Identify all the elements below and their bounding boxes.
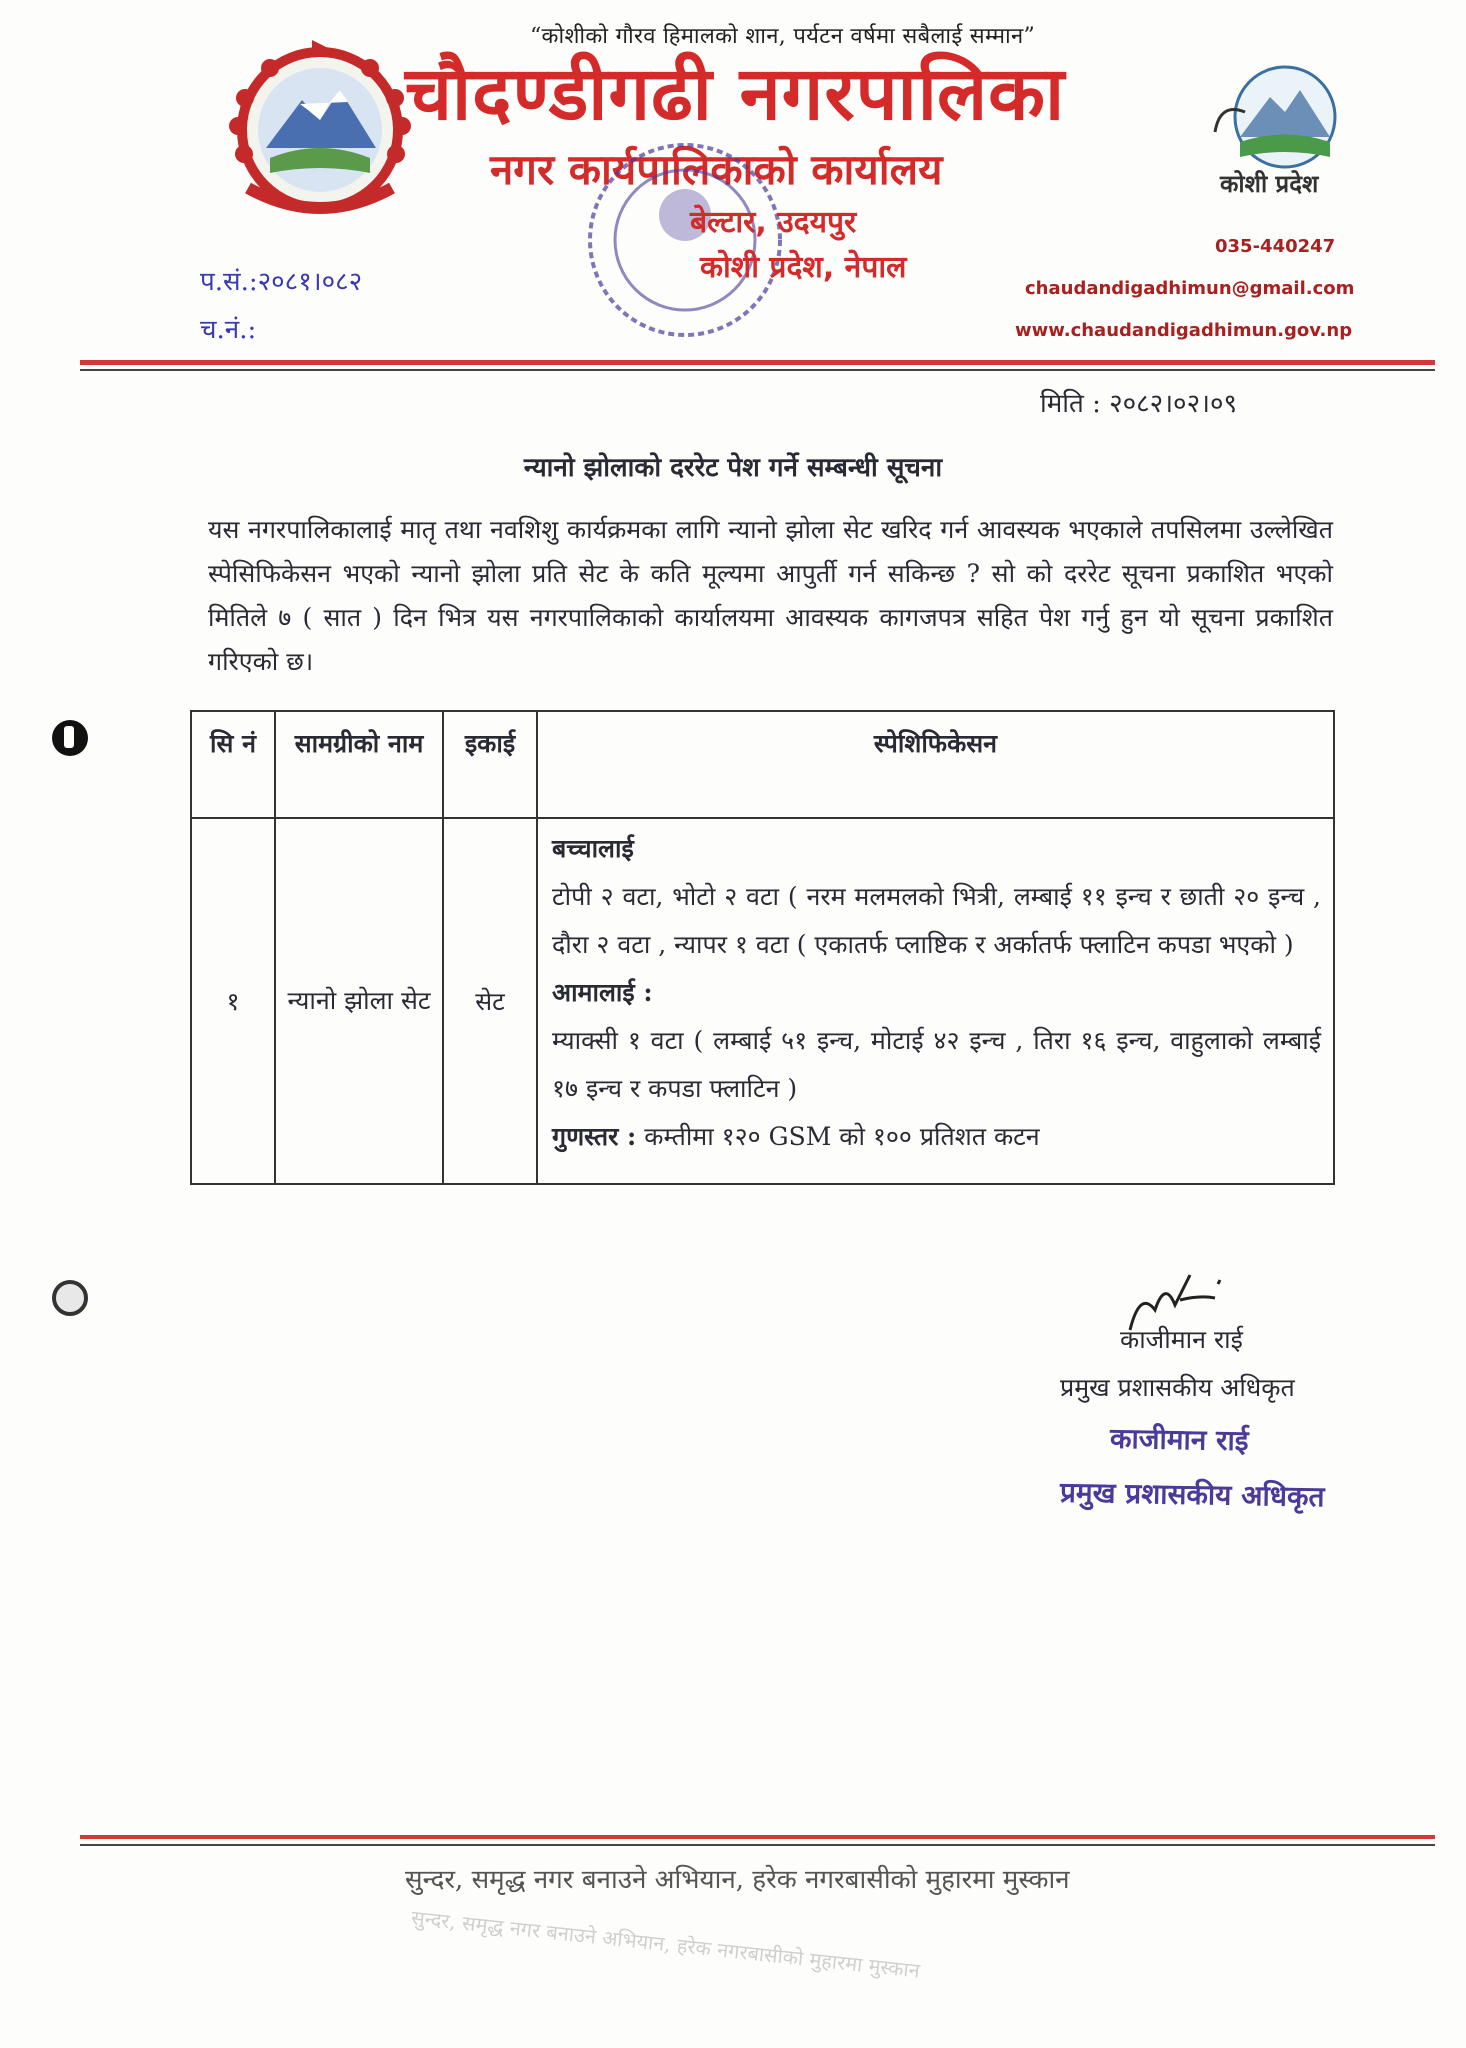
signatory-name: काजीमान राई <box>1120 1325 1243 1354</box>
nepal-emblem-icon <box>200 38 440 238</box>
email-address: chaudandigadhimun@gmail.com <box>1025 278 1355 299</box>
footer-divider-dark <box>80 1844 1435 1846</box>
col-header-sn: सि नं <box>191 711 275 818</box>
header-slogan: “कोशीको गौरव हिमालको शान, पर्यटन वर्षमा सबैलाई सम्मान” <box>530 24 1036 49</box>
notice-body: यस नगरपालिकालाई मातृ तथा नवशिशु कार्यक्रमका लागि न्यानो झोला सेट खरिद गर्न आवस्यक भएकाले तपसिलमा उल्लेखित स्पेसिफिकेसन भएको न्यानो झोला प्रति सेट के कति मूल्यमा आपुर्ती गर्न सकिन्छ ? सो को दररेट सूचना प्रकाशित भएको मितिले ७ ( सात ) दिन भित्र यस नगरपालिकाको कार्यालयमा आवस्यक कागजपत्र सहित पेश गर्नु हुन यो सूचना प्रकाशित गरिएको छ। <box>208 515 1333 676</box>
header-divider-dark <box>80 369 1435 371</box>
svg-text:कोशी प्रदेश: कोशी प्रदेश <box>1220 170 1319 198</box>
footer-divider-red <box>80 1835 1435 1839</box>
signatory-designation: प्रमुख प्रशासकीय अधिकृत <box>1060 1373 1295 1402</box>
specification-table <box>190 710 1335 1185</box>
dispatch-number: च.नं.: <box>200 315 257 345</box>
cell-spec <box>537 818 1334 1184</box>
phone-number: 035-440247 <box>1215 236 1336 257</box>
col-header-spec: स्पेशिफिकेसन <box>537 711 1334 818</box>
footer-show-through: सुन्दर, समृद्ध नगर बनाउने अभियान, हरेक नगरबासीको मुहारमा मुस्कान <box>410 1905 922 1983</box>
mother-spec: म्याक्सी १ वटा ( लम्बाई ५१ इन्च, मोटाई ४२ इन्च , तिरा १६ इन्च, वाहुलाको लम्बाई १७ इन्च र कपडा फ्लाटिन ) <box>552 1026 1321 1103</box>
address-line-2: कोशी प्रदेश, नेपाल <box>700 250 907 285</box>
table-row <box>191 818 1334 1184</box>
letter-date: मिति : २०८२।०२।०९ <box>1040 389 1237 419</box>
punch-hole-icon <box>52 1280 88 1316</box>
cell-unit: सेट <box>443 818 537 1184</box>
header-divider-red <box>80 360 1435 365</box>
quality-spec: कम्तीमा १२० GSM को १०० प्रतिशत कटन <box>644 1122 1040 1151</box>
col-header-unit: इकाई <box>443 711 537 818</box>
cell-item: न्यानो झोला सेट <box>275 818 443 1184</box>
reference-number: प.सं.:२०८१।०८२ <box>200 267 363 297</box>
cell-sn: १ <box>191 818 275 1184</box>
office-name: नगर कार्यपालिकाको कार्यालय <box>490 145 943 194</box>
stamp-designation: प्रमुख प्रशासकीय अधिकृत <box>1059 1475 1325 1514</box>
quality-line <box>552 1113 1321 1161</box>
col-header-item: सामग्रीको नाम <box>275 711 443 818</box>
address-line-1: बेल्टार, उदयपुर <box>690 205 857 240</box>
notice-title: न्यानो झोलाको दररेट पेश गर्ने सम्बन्धी सूचना <box>523 453 943 483</box>
table-header-row <box>191 711 1334 818</box>
punch-hole-icon <box>52 720 88 756</box>
quality-label: गुणस्तर : <box>552 1122 637 1151</box>
municipality-name: चौदण्डीगढी नगरपालिका <box>405 51 1066 137</box>
koshi-province-logo <box>1200 62 1360 212</box>
child-heading: बच्चालाई <box>552 834 634 863</box>
child-spec: टोपी २ वटा, भोटो २ वटा ( नरम मलमलको भित्री, लम्बाई ११ इन्च र छाती २० इन्च , दौरा २ वटा , न्यापर १ वटा ( एकातर्फ प्लाष्टिक र अर्कातर्फ फ्लाटिन कपडा भएको ) <box>552 882 1321 959</box>
mother-heading: आमालाई : <box>552 978 653 1007</box>
website-url: www.chaudandigadhimun.gov.np <box>1015 320 1353 341</box>
footer-slogan: सुन्दर, समृद्ध नगर बनाउने अभियान, हरेक नगरबासीको मुहारमा मुस्कान <box>405 1865 1070 1895</box>
stamp-name: काजीमान राई <box>1109 1421 1249 1458</box>
